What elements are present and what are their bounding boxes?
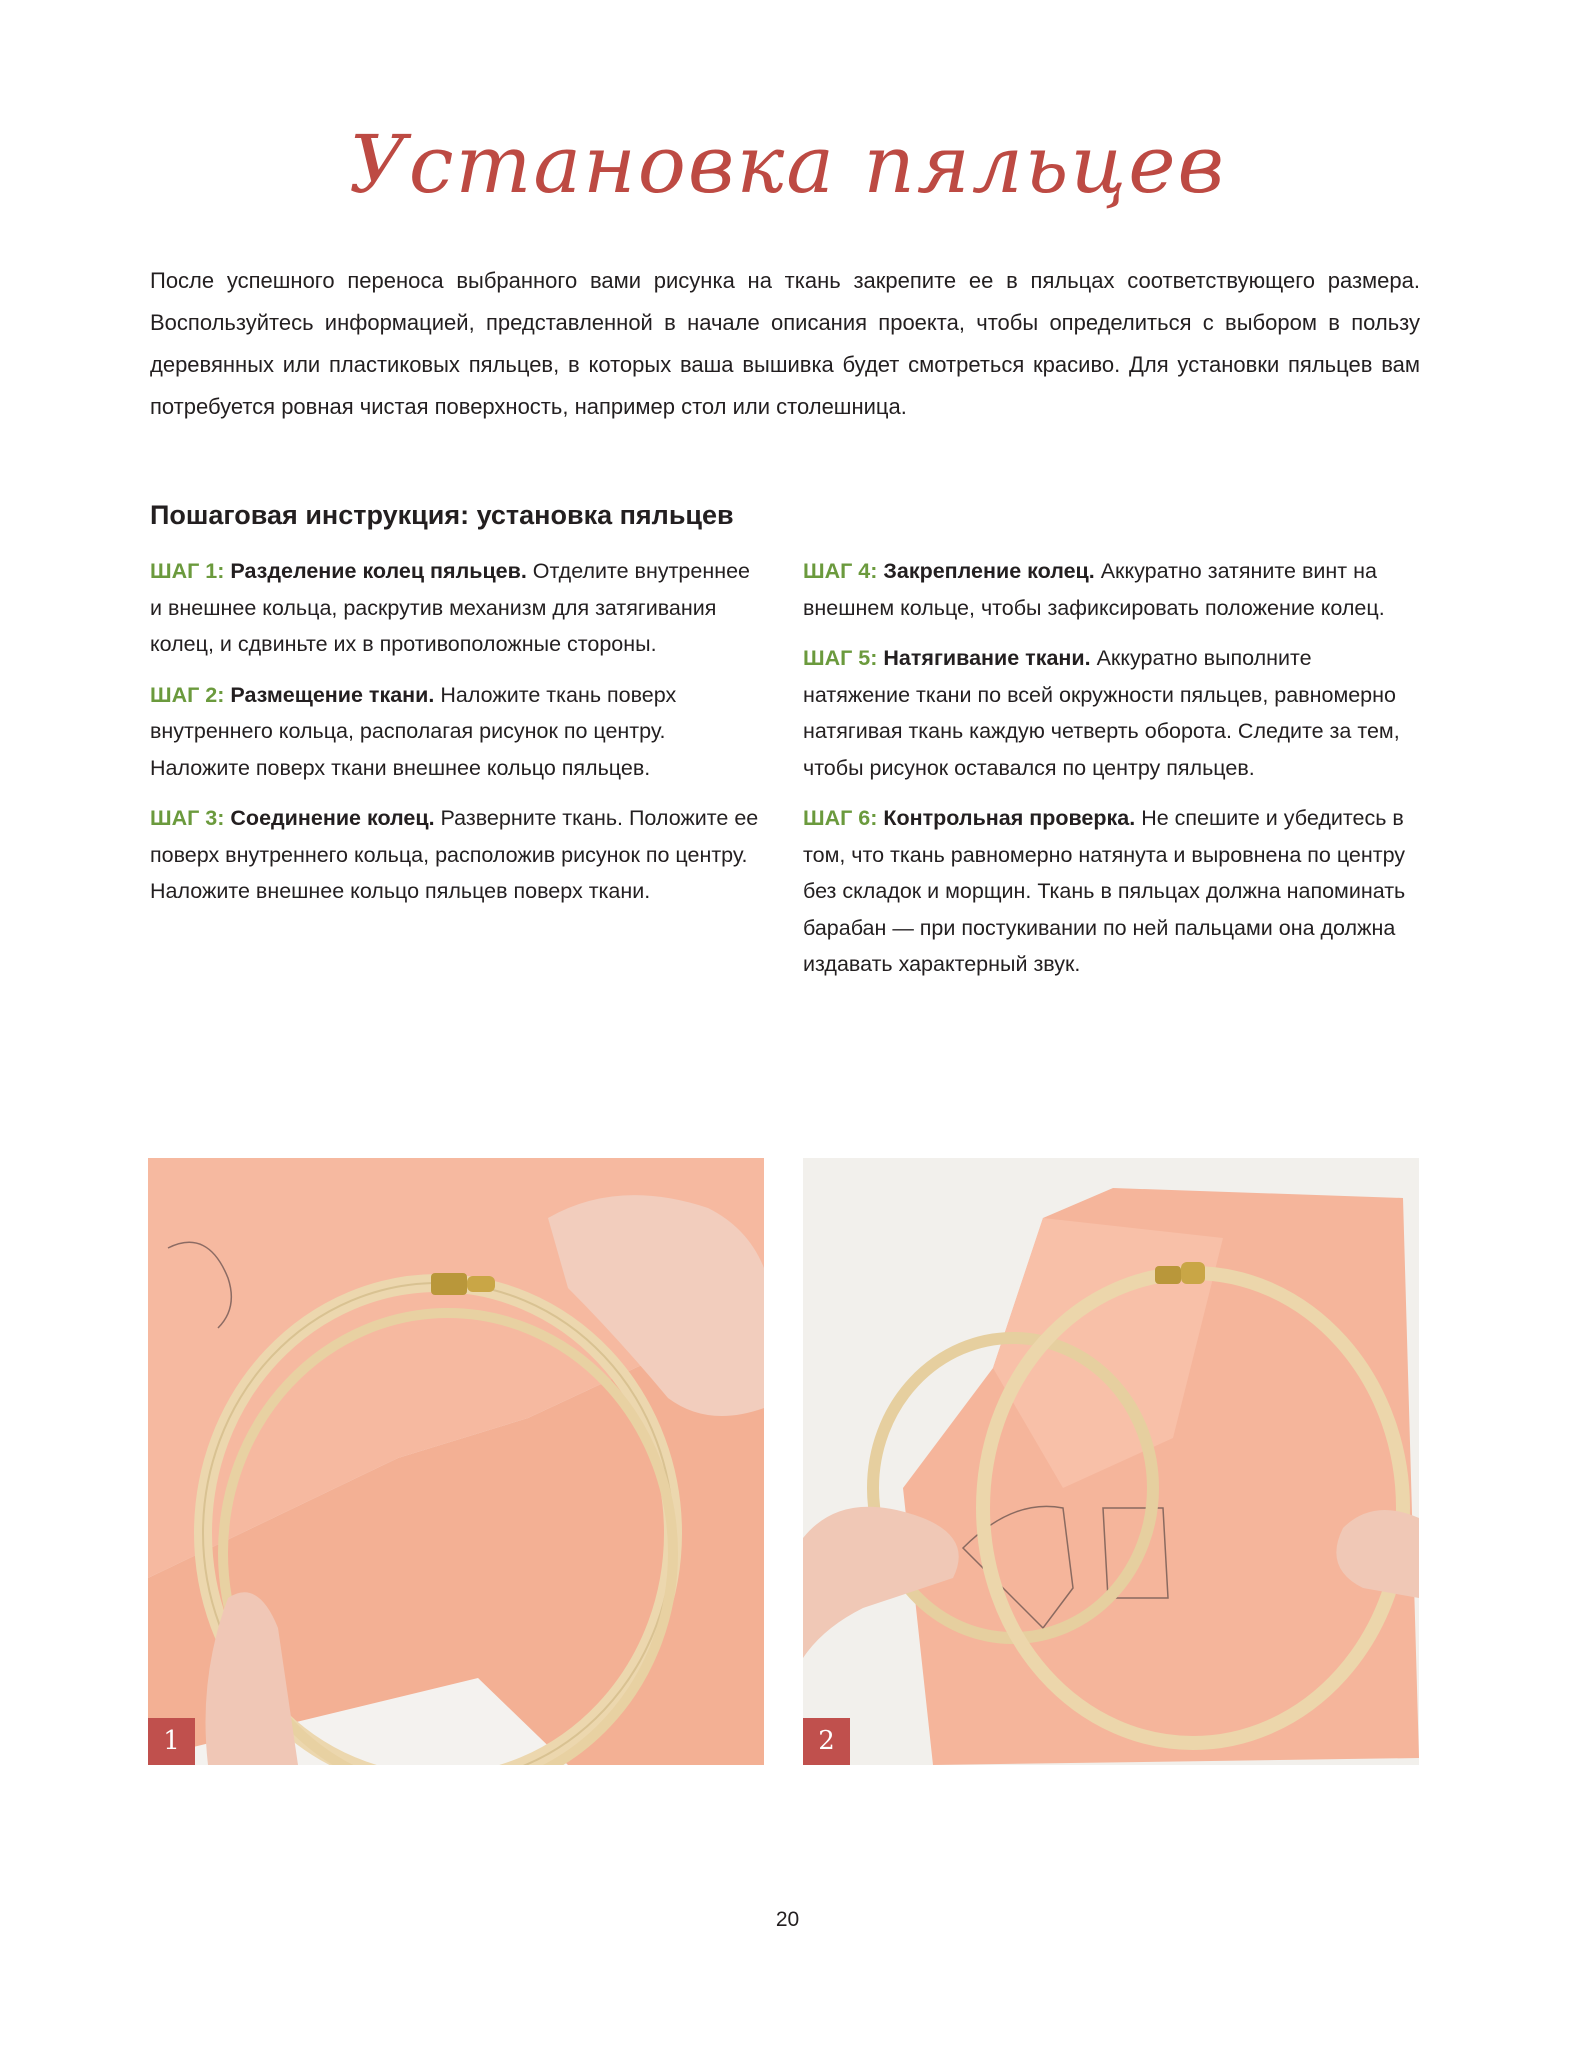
step-text: Аккуратно затяните винт на внешнем кольце, чтобы зафиксировать положение колец. (803, 559, 1385, 620)
hoop-screw (431, 1273, 467, 1295)
photo-step-2 (803, 1158, 1419, 1765)
hoop-photo-illustration (803, 1158, 1419, 1765)
step-label: ШАГ 6: (803, 806, 878, 830)
page-number: 20 (775, 1908, 800, 1931)
step-title: Контрольная проверка. (883, 806, 1136, 830)
step-label: ШАГ 3: (150, 806, 225, 830)
step-text: Наложите ткань поверх внутреннего кольца, располагая рисунок по центру. Наложите поверх ткани внешнее кольцо пяльцев. (150, 682, 677, 780)
step-label: ШАГ 2: (150, 682, 225, 707)
step-text: Аккуратно выполните натяжение ткани по всей окружности пяльцев, равномерно натягивая ткань каждую четверть оборота. Следите за тем, чтобы рисунок оставался по центру пяльцев. (803, 646, 1400, 780)
step-title: Натягивание ткани. (883, 646, 1091, 670)
step-5 (803, 640, 1418, 786)
intro-paragraph: После успешного переноса выбранного вами рисунка на ткань закрепите ее в пяльцах соответствующего размера. Воспользуйтесь информацией, представленной в начале описания проекта, чтобы определиться с выбором в пользу деревянных или пластиковых пяльцев, в которых ваша вышивка будет смотреться красиво. Для установки пяльцев вам потребуется ровная чистая поверхность, например стол или столешница. (150, 268, 1420, 419)
step-label: ШАГ 4: (803, 559, 878, 583)
hoop-photo-illustration (148, 1158, 764, 1765)
page-title: Установка пяльцев (348, 118, 1227, 211)
photo-number-badge: 1 (148, 1718, 195, 1765)
step-1 (150, 553, 765, 663)
step-text: Отделите внутреннее и внешнее кольца, раскрутив механизм для затягивания колец, и сдвиньте их в противоположные стороны. (150, 559, 751, 656)
step-label: ШАГ 1: (150, 559, 225, 583)
step-title: Размещение ткани. (230, 682, 435, 707)
section-heading: Пошаговая инструкция: установка пяльцев (150, 500, 734, 530)
hoop-screw-head (467, 1276, 495, 1292)
step-3 (150, 800, 765, 910)
steps-column-left (150, 553, 765, 924)
step-6 (803, 800, 1418, 983)
step-2 (150, 677, 765, 787)
steps-column-right (803, 553, 1418, 997)
step-title: Разделение колец пяльцев. (230, 559, 527, 583)
hoop-screw (1155, 1266, 1181, 1284)
step-text: Разверните ткань. Положите ее поверх внутреннего кольца, расположив рисунок по центру. Наложите внешнее кольцо пяльцев поверх ткани. (150, 806, 759, 903)
step-title: Соединение колец. (230, 806, 435, 830)
hoop-screw-head (1181, 1262, 1205, 1284)
photo-step-1 (148, 1158, 764, 1765)
step-label: ШАГ 5: (803, 646, 878, 670)
photo-number-badge: 2 (803, 1718, 850, 1765)
step-text: Не спешите и убедитесь в том, что ткань равномерно натянута и выровнена по центру без складок и морщин. Ткань в пяльцах должна напоминать барабан — при постукивании по ней пальцами она должна издавать характерный звук. (803, 806, 1406, 976)
step-4 (803, 553, 1418, 626)
step-title: Закрепление колец. (883, 559, 1095, 583)
